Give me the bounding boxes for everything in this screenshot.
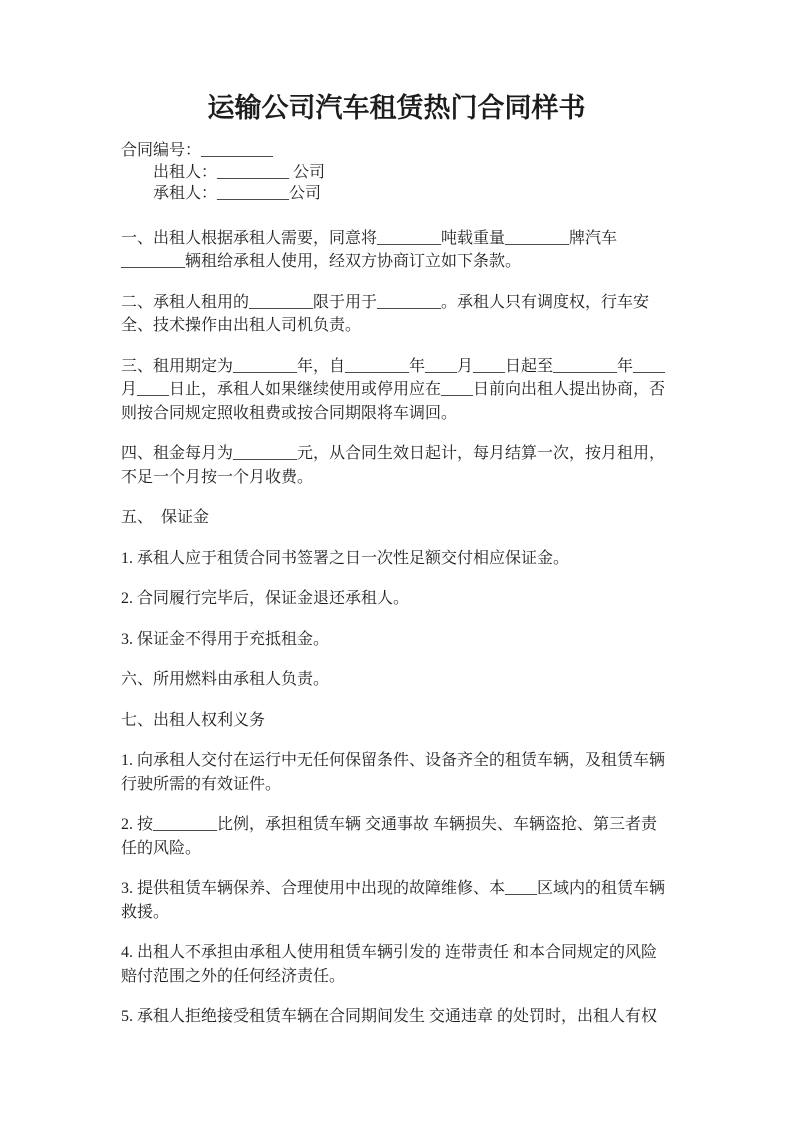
lessee-line: 承租人：_________公司 bbox=[153, 185, 322, 202]
clause-3: 三、租用期定为________年，自________年____月____日起至________年____月____日止，承租人如果继续使用或停用应在____日前向出租人提出协商，否则按合同规定照收租费或按合同期限将车调回。 bbox=[121, 357, 666, 422]
lessor-line: 出租人：_________ 公司 bbox=[153, 163, 326, 181]
clause-5-item-3: 3. 保证金不得用于充抵租金。 bbox=[121, 630, 330, 648]
clause-7-item-2: 2. 按________比例，承担租赁车辆 交通事故 车辆损失、车辆盗抢、第三者责任的风险。 bbox=[121, 816, 658, 857]
clause-2: 二、承租人租用的________限于用于________。承租人只有调度权，行车安全、技术操作由出租人司机负责。 bbox=[121, 293, 650, 334]
clause-5-item-2: 2. 合同履行完毕后，保证金退还承租人。 bbox=[121, 590, 410, 607]
clause-7-item-1: 1. 向承租人交付在运行中无任何保留条件、设备齐全的租赁车辆，及租赁车辆行驶所需的有效证件。 bbox=[121, 752, 666, 793]
clause-7-item-5: 5. 承租人拒绝接受租赁车辆在合同期间发生 交通违章 的处罚时，出租人有权 bbox=[121, 1008, 658, 1025]
contract-header bbox=[121, 140, 672, 205]
clause-5-heading: 五、 保证金 bbox=[121, 509, 210, 526]
clause-7-item-4: 4. 出租人不承担由承租人使用租赁车辆引发的 连带责任 和本合同规定的风险赔付范围之外的任何经济责任。 bbox=[121, 944, 658, 985]
document-title: 运输公司汽车租赁热门合同样书 bbox=[207, 93, 586, 123]
clause-5-item-1: 1. 承租人应于租赁合同书签署之日一次性足额交付相应保证金。 bbox=[121, 549, 570, 567]
clause-1: 一、出租人根据承租人需要，同意将________吨载重量________牌汽车________辆租给承租人使用，经双方协商订立如下条款。 bbox=[121, 229, 618, 270]
clause-4: 四、租金每月为________元，从合同生效日起计，每月结算一次，按月租用，不足一个月按一个月收费。 bbox=[121, 445, 666, 486]
clause-7-item-3: 3. 提供租赁车辆保养、合理使用中出现的故障维修、本____区域内的租赁车辆救援。 bbox=[121, 880, 666, 921]
clause-6: 六、所用燃料由承租人负责。 bbox=[121, 671, 330, 688]
contract-number-line: 合同编号：_________ bbox=[121, 142, 274, 159]
clause-7-heading: 七、出租人权利义务 bbox=[121, 711, 266, 729]
